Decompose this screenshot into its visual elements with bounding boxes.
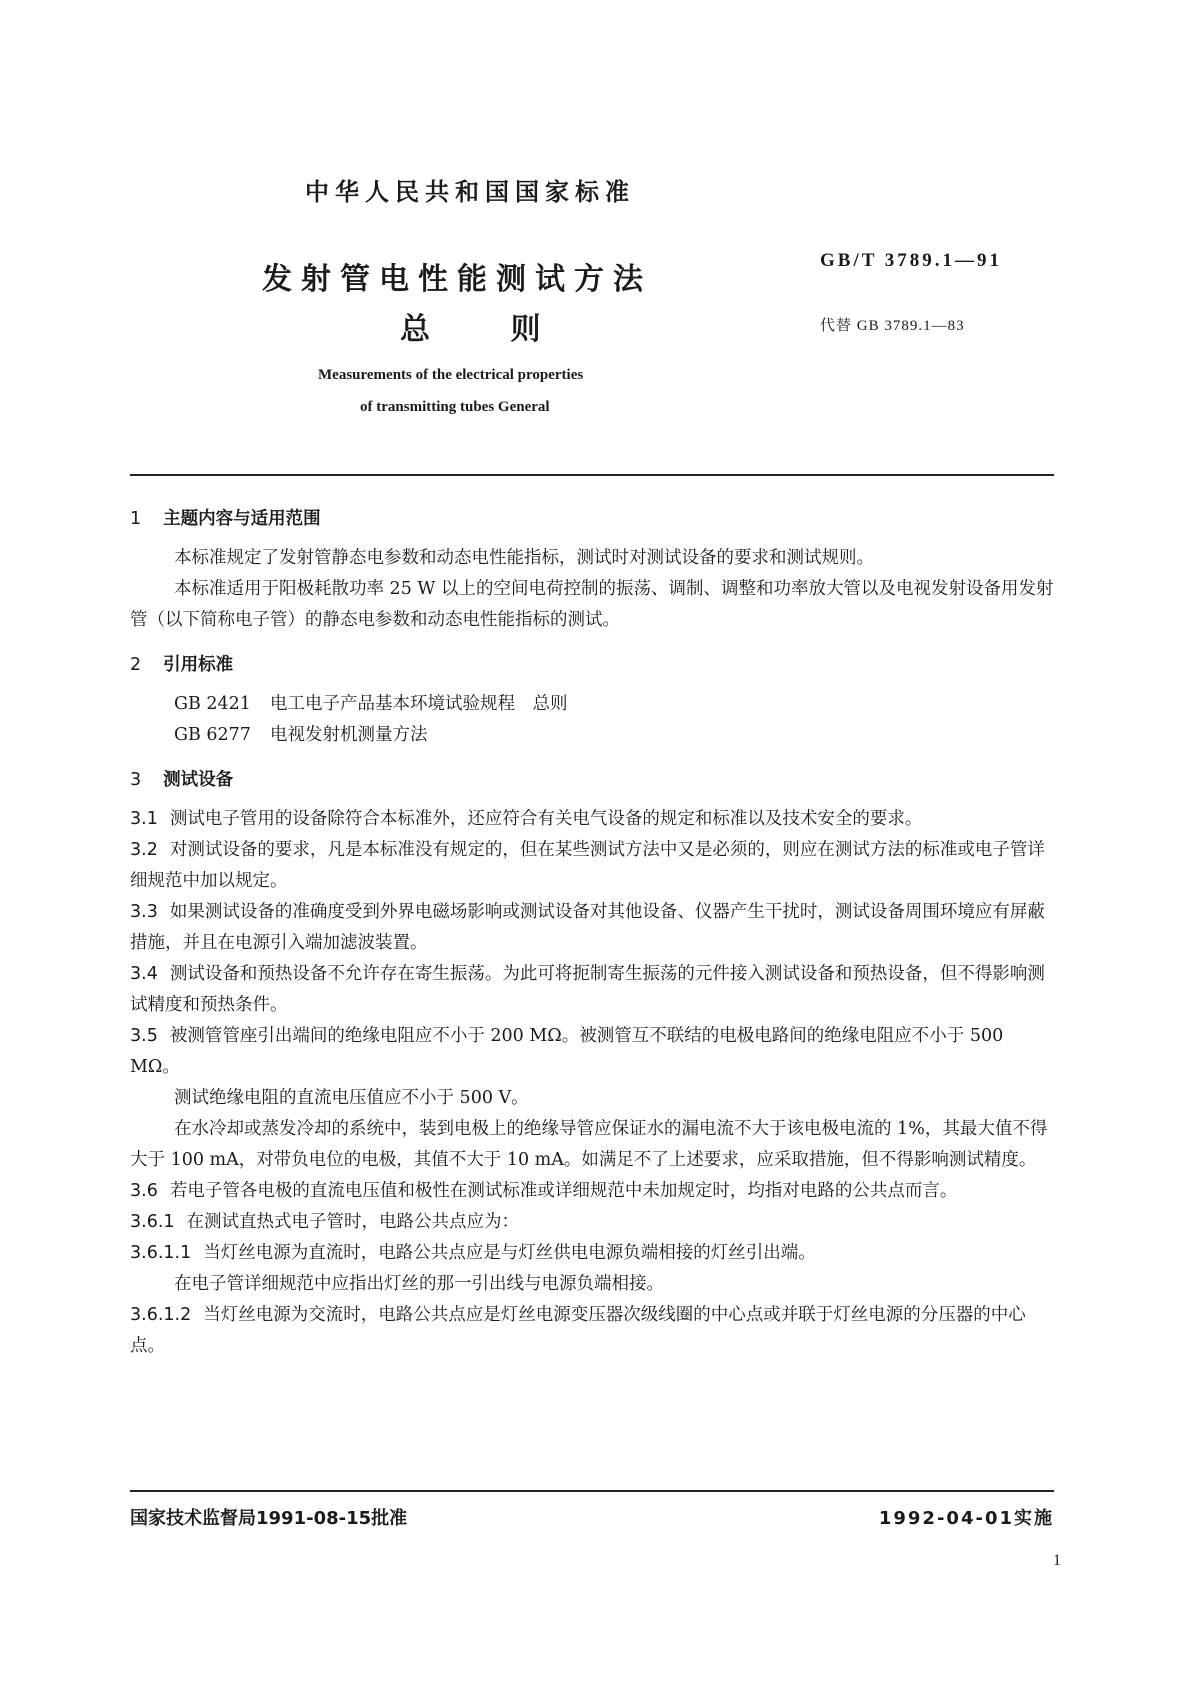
- header-divider: [130, 474, 1054, 476]
- clause-text: 测试电子管用的设备除符合本标准外，还应符合有关电气设备的规定和标准以及技术安全的要求。: [169, 809, 923, 829]
- paragraph: 本标准规定了发射管静态电参数和动态电性能指标，测试时对测试设备的要求和测试规则。: [174, 548, 874, 568]
- clause-text: 在测试直热式电子管时，电路公共点应为：: [186, 1212, 520, 1232]
- clause-number: 3.2: [130, 840, 158, 860]
- clause-text: 当灯丝电源为直流时，电路公共点应是与灯丝供电电源负端相接的灯丝引出端。: [203, 1243, 816, 1263]
- clause-number: 3.1: [130, 809, 158, 829]
- replaces-standard: 代替 GB 3789.1—83: [820, 318, 965, 334]
- national-standard-heading: 中华人民共和国国家标准: [305, 178, 635, 206]
- clause-3-2: [130, 835, 1054, 897]
- section-title: 测试设备: [163, 770, 234, 790]
- clause-number: 3.3: [130, 902, 158, 922]
- approval-date: 国家技术监督局1991-08-15批准: [130, 1508, 408, 1529]
- clause-3-4: [130, 959, 1054, 1021]
- section-number: 2: [130, 655, 142, 675]
- clause-number: 3.6.1: [130, 1212, 175, 1232]
- clause-text: 对测试设备的要求，凡是本标准没有规定的，但在某些测试方法中又是必须的，则应在测试方法的标准或电子管详细规范中加以规定。: [130, 840, 1045, 891]
- document-body: [130, 494, 1054, 1362]
- clause-number: 3.5: [130, 1026, 158, 1046]
- paragraph: 测试绝缘电阻的直流电压值应不小于 500 V。: [174, 1088, 529, 1108]
- clause-number: 3.6: [130, 1181, 158, 1201]
- implementation-date: 1992-04-01实施: [878, 1508, 1054, 1529]
- english-title-line2: of transmitting tubes General: [360, 399, 550, 415]
- english-title-line1: Measurements of the electrical properties: [318, 367, 584, 383]
- paragraph: 本标准适用于阳极耗散功率 25 W 以上的空间电荷控制的振荡、调制、调整和功率放大管以及电视发射设备用发射管（以下简称电子管）的静态电参数和动态电性能指标的测试。: [130, 579, 1054, 630]
- reference-title: 电视发射机测量方法: [270, 725, 428, 745]
- reference-item: [130, 689, 1054, 720]
- clause-text: 测试设备和预热设备不允许存在寄生振荡。为此可将扼制寄生振荡的元件接入测试设备和预热设备，但不得影响测试精度和预热条件。: [130, 964, 1045, 1015]
- footer-divider: [130, 1490, 1054, 1492]
- clause-3-6-1-1: [130, 1238, 1054, 1269]
- clause-3-1: [130, 804, 1054, 835]
- clause-3-6-1: [130, 1207, 1054, 1238]
- clause-number: 3.6.1.1: [130, 1243, 192, 1263]
- clause-text: 若电子管各电极的直流电压值和极性在测试标准或详细规范中未加规定时，均指对电路的公共点而言。: [169, 1181, 958, 1201]
- clause-3-6-1-2: [130, 1300, 1054, 1362]
- clause-3-3: [130, 897, 1054, 959]
- section-title: 引用标准: [163, 655, 234, 675]
- clause-text: 被测管管座引出端间的绝缘电阻应不小于 200 MΩ。被测管互不联结的电极电路间的绝缘电阻应不小于 500 MΩ。: [130, 1026, 1004, 1077]
- clause-3-6: [130, 1176, 1054, 1207]
- section-heading: [130, 650, 1054, 681]
- document-subtitle: 总 则: [400, 312, 541, 347]
- reference-item: [130, 720, 1054, 751]
- section-heading: [130, 765, 1054, 796]
- paragraph: 在水冷却或蒸发冷却的系统中，装到电极上的绝缘导管应保证水的漏电流不大于该电极电流的 1%，其最大值不得大于 100 mA，对带负电位的电极，其值不大于 10 mA。如满足不了上述要求，应采取措施，但不得影响测试精度。: [130, 1119, 1048, 1170]
- clause-number: 3.4: [130, 964, 158, 984]
- section-title: 主题内容与适用范围: [163, 509, 321, 529]
- section-heading: [130, 504, 1054, 535]
- page-number: 1: [1053, 1552, 1061, 1569]
- document-title: 发射管电性能测试方法: [262, 262, 652, 297]
- reference-code: GB 2421: [174, 694, 251, 714]
- reference-code: GB 6277: [174, 725, 251, 745]
- section-number: 3: [130, 770, 142, 790]
- clause-3-5: [130, 1021, 1054, 1083]
- standard-number: GB/T 3789.1—91: [820, 250, 1003, 271]
- clause-text: 如果测试设备的准确度受到外界电磁场影响或测试设备对其他设备、仪器产生干扰时，测试设备周围环境应有屏蔽措施，并且在电源引入端加滤波装置。: [130, 902, 1045, 953]
- reference-title: 电工电子产品基本环境试验规程 总则: [270, 694, 568, 714]
- clause-number: 3.6.1.2: [130, 1305, 192, 1325]
- clause-text: 当灯丝电源为交流时，电路公共点应是灯丝电源变压器次级线圈的中心点或并联于灯丝电源的分压器的中心点。: [130, 1305, 1026, 1356]
- section-number: 1: [130, 509, 142, 529]
- paragraph: 在电子管详细规范中应指出灯丝的那一引出线与电源负端相接。: [174, 1274, 664, 1294]
